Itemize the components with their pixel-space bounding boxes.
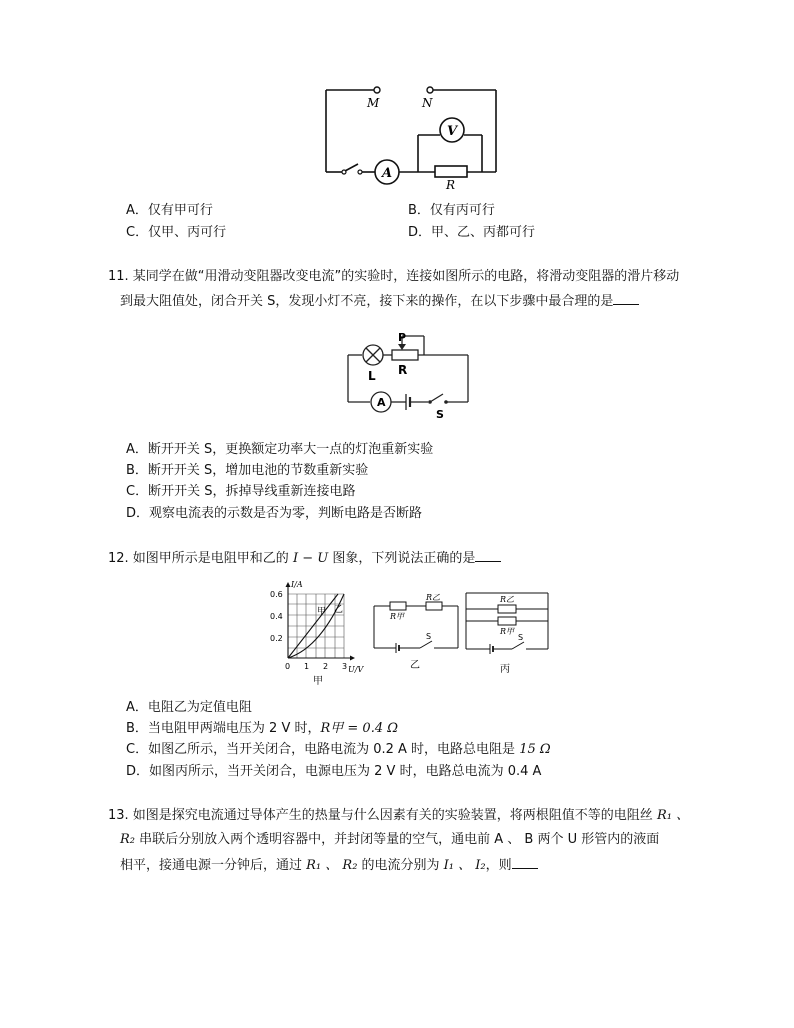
q13-stem-line2 [120,831,659,849]
label-a: A [382,166,393,181]
q13-line2-text: 串联后分别放入两个透明容器中，并封闭等量的空气，通电前 A 、 B 两个 U 形管内的液面 [135,832,660,847]
q12-option-c-text: C．如图乙所示，当开关闭合，电路电流为 0.2 A 时，电路总电阻是 [126,742,520,757]
q12-option-c-formula: 15 Ω [519,742,551,757]
label-v: V [447,124,458,139]
label-m: M [367,96,380,110]
label-n: N [422,96,433,110]
q13-stem-line1 [108,807,689,825]
q12-option-b[interactable] [126,720,398,738]
label-a: A [377,396,386,409]
q13-line2-var: R₂ [120,832,135,847]
terminal-n [427,87,433,93]
q12-stem-post: 图象，下列说法正确的是 [332,551,476,566]
q11-option-a[interactable]: A．断开开关 S，更换额定功率大一点的灯泡重新实验 [126,442,434,457]
resistor-yi [498,605,516,613]
label-s: S [436,408,444,420]
curve-label-yi: 乙 [334,605,344,615]
xtick: 0 [285,662,291,671]
q10-option-a[interactable]: A．仅有甲可行 [126,203,213,218]
switch-lever [345,164,358,171]
xtick: 3 [342,662,348,671]
switch-lever [420,641,432,648]
answer-blank[interactable] [613,292,639,305]
label-r-yi: R乙 [426,593,441,602]
q11-option-d[interactable]: D．观察电流表的示数是否为零，判断电路是否断路 [126,506,423,521]
label-r-yi: R乙 [500,595,515,604]
label-r: R [446,178,456,192]
q13-line3-text: 相平，接通电源一分钟后，通过 [120,858,307,873]
q12-circuit-yi [370,592,462,677]
q11-stem-text: 到最大阻值处，闭合开关 S，发现小灯不亮，接下来的操作，在以下步骤中最合理的是 [120,294,614,309]
q13-line3-post: ，则 [485,858,512,873]
q12-circuit-bing [462,585,552,680]
label-s: S [518,633,524,642]
label-l: L [368,369,376,383]
rheostat [392,350,418,360]
xtick: 2 [323,662,329,671]
q10-option-b[interactable]: B．仅有丙可行 [408,203,495,218]
terminal-m [374,87,380,93]
q10-option-c[interactable]: C．仅甲、丙可行 [126,225,227,240]
y-axis-label: I/A [291,580,303,589]
q11-stem-line1: 11. 某同学在做“用滑动变阻器改变电流”的实验时，连接如图所示的电路，将滑动变阻器的滑片移动 [108,269,680,284]
q13-line1-text: 13. 如图是探究电流通过导体产生的热量与什么因素有关的实验装置，将两根阻值不等的电阻丝 [108,808,653,823]
q13-line1-var: R₁ 、 [656,808,690,823]
q11-circuit-figure [340,330,475,420]
resistor-yi [426,602,442,610]
q12-option-c[interactable] [126,741,551,759]
q11-option-c[interactable]: C．断开开关 S，拆掉导线重新连接电路 [126,484,356,499]
q11-option-b[interactable]: B．断开开关 S，增加电池的节数重新实验 [126,463,369,478]
x-axis-label: U/V [348,665,364,674]
label-r-jia: R甲 [390,612,405,621]
ytick: 0.2 [270,634,283,643]
xtick: 1 [304,662,310,671]
q13-stem-line3 [120,856,538,875]
label-s: S [426,632,432,641]
resistor-r [435,166,467,177]
q12-stem-var: I − U [292,551,329,566]
answer-blank[interactable] [512,856,538,869]
graph-caption: 甲 [313,676,323,687]
label-r: R [398,363,408,377]
label-r-jia: R甲 [500,627,515,636]
ytick: 0.4 [270,612,283,621]
circuit-caption: 乙 [410,660,420,671]
curve-label-jia: 甲 [317,607,327,617]
label-p: P [398,331,407,344]
q10-option-d[interactable]: D．甲、乙、丙都可行 [408,225,536,240]
resistor-jia [498,617,516,625]
q12-stem-pre: 12. 如图甲所示是电阻甲和乙的 [108,551,289,566]
q12-option-a[interactable]: A．电阻乙为定值电阻 [126,700,252,715]
q13-line3-var2: I₁ 、 I₂ [443,858,486,873]
q12-option-d[interactable]: D．如图丙所示，当开关闭合，电源电压为 2 V 时，电路总电流为 0.4 A [126,764,542,779]
answer-blank[interactable] [475,549,501,562]
circuit-caption: 丙 [500,664,510,675]
q12-option-b-text: B．当电阻甲两端电压为 2 V 时， [126,721,321,736]
q13-line3-var: R₁ 、 R₂ [306,858,358,873]
q10-circuit-figure [320,80,500,195]
q12-iu-graph [268,578,370,688]
switch-lever [512,642,524,649]
q12-stem [108,549,501,568]
ytick: 0.6 [270,590,283,599]
q13-line3-mid: 的电流分别为 [357,858,444,873]
resistor-jia [390,602,406,610]
q11-stem-line2 [120,292,639,311]
switch-lever [430,394,443,402]
q12-option-b-formula: R甲 = 0.4 Ω [320,721,399,736]
